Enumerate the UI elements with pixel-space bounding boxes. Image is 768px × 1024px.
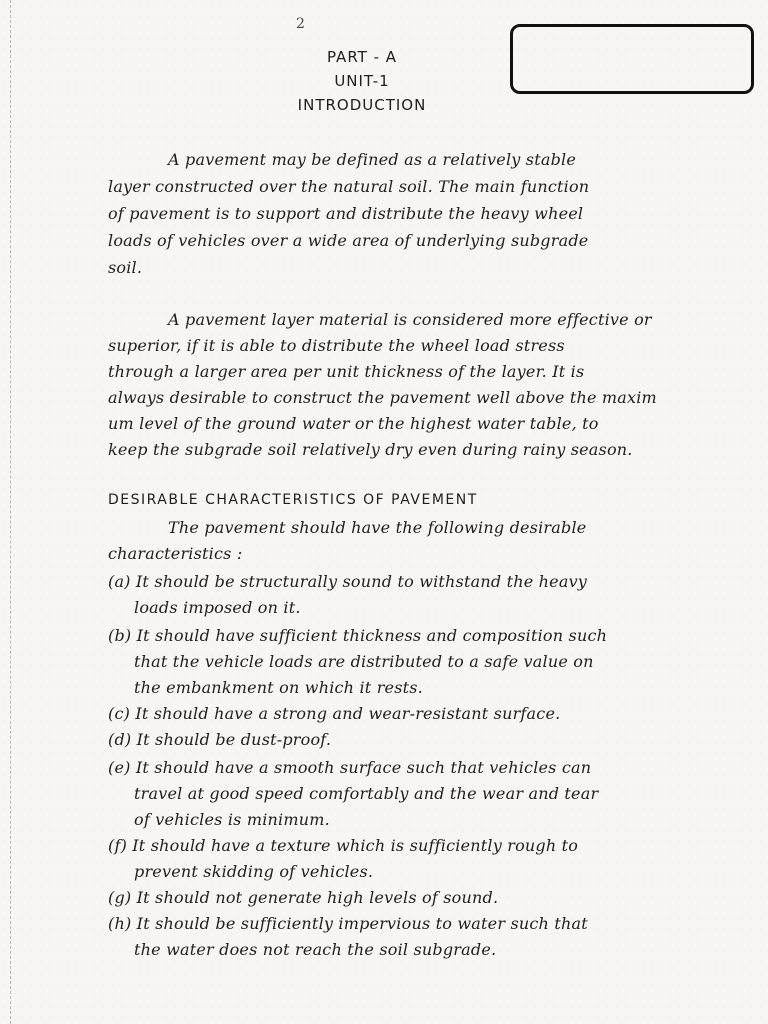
para1-line: A pavement may be defined as a relatively stable <box>168 150 577 169</box>
section-intro-line: characteristics : <box>108 544 243 563</box>
part-heading: PART - A <box>326 48 398 66</box>
list-item: loads imposed on it. <box>134 598 301 617</box>
para2-line: um level of the ground water or the highest water table, to <box>108 414 599 433</box>
para1-line: layer constructed over the natural soil. The main function <box>108 177 590 196</box>
para2-line: keep the subgrade soil relatively dry even during rainy season. <box>108 440 633 459</box>
para2-line: through a larger area per unit thickness of the layer. It is <box>108 362 585 381</box>
list-item: (e) It should have a smooth surface such that vehicles can <box>108 758 592 777</box>
para2-line: A pavement layer material is considered more effective or <box>168 310 652 329</box>
list-item: (f) It should have a texture which is sufficiently rough to <box>108 836 579 855</box>
list-item: of vehicles is minimum. <box>134 810 330 829</box>
list-item: that the vehicle loads are distributed to a safe value on <box>134 652 594 671</box>
list-item: (a) It should be structurally sound to withstand the heavy <box>108 572 588 591</box>
page-mark: 2 <box>296 16 305 32</box>
list-item: (g) It should not generate high levels of sound. <box>108 888 499 907</box>
section-heading: DESIRABLE CHARACTERISTICS OF PAVEMENT <box>108 492 478 508</box>
list-item: the water does not reach the soil subgrade. <box>134 940 497 959</box>
para1-line: of pavement is to support and distribute the heavy wheel <box>108 204 584 223</box>
list-item: (c) It should have a strong and wear-resistant surface. <box>108 704 561 723</box>
list-item: (h) It should be sufficiently impervious to water such that <box>108 914 588 933</box>
list-item: travel at good speed comfortably and the wear and tear <box>134 784 599 803</box>
list-item: prevent skidding of vehicles. <box>134 862 374 881</box>
section-intro-line: The pavement should have the following desirable <box>168 518 587 537</box>
page-margin <box>0 0 11 1024</box>
list-item: (d) It should be dust-proof. <box>108 730 332 749</box>
list-item: (b) It should have sufficient thickness and composition such <box>108 626 608 645</box>
para1-line: soil. <box>108 258 143 277</box>
para2-line: superior, if it is able to distribute the wheel load stress <box>108 336 565 355</box>
blank-box <box>510 24 754 94</box>
para1-line: loads of vehicles over a wide area of underlying subgrade <box>108 231 589 250</box>
list-item: the embankment on which it rests. <box>134 678 423 697</box>
unit-heading: UNIT-1 <box>334 72 390 90</box>
para2-line: always desirable to construct the pavement well above the maxim <box>108 388 657 407</box>
page-title: INTRODUCTION <box>297 96 427 114</box>
